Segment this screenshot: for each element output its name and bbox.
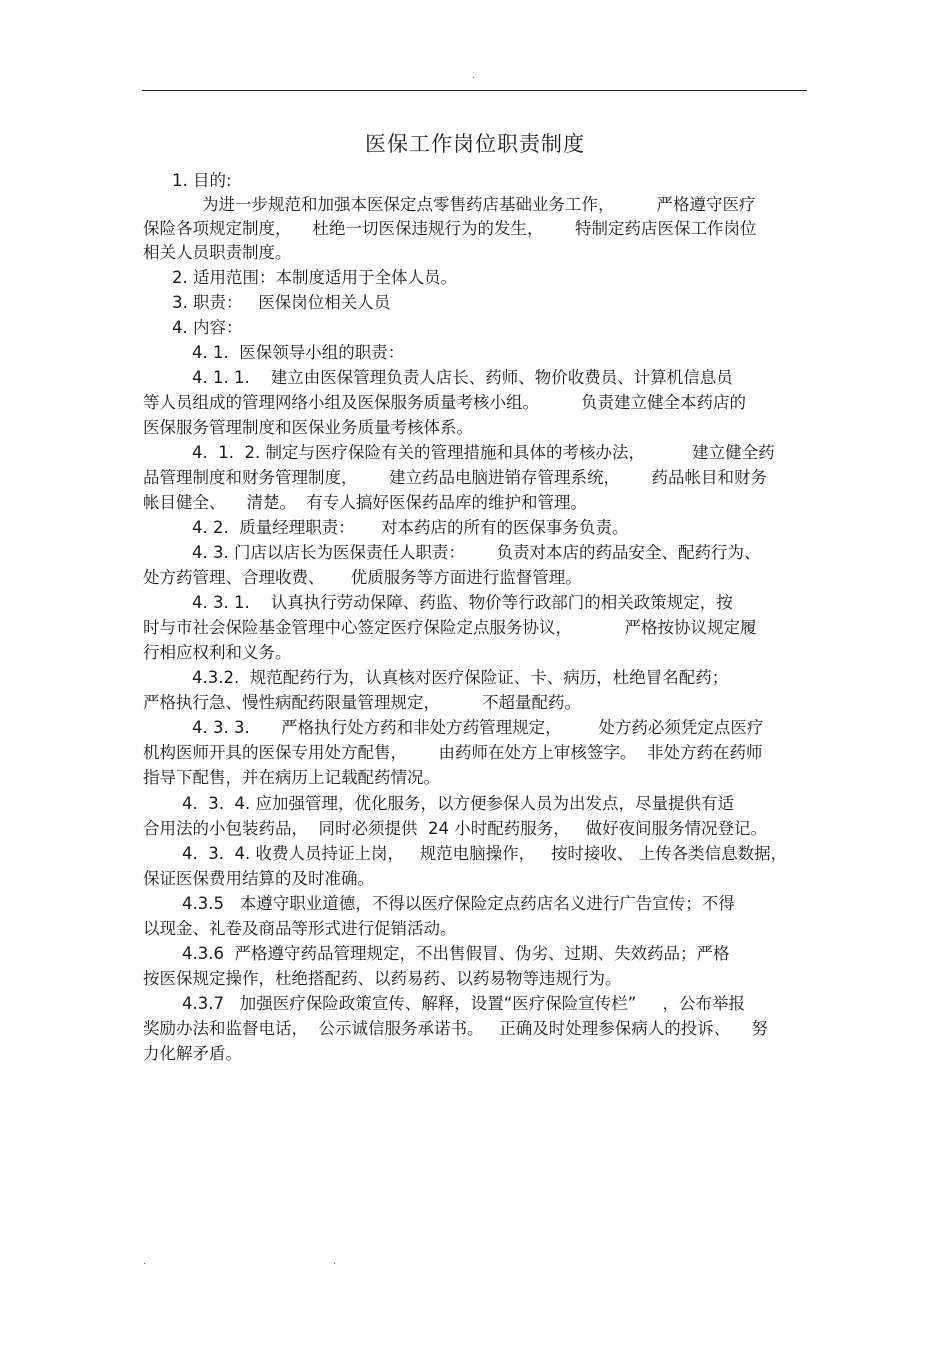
- body-line: 医保服务管理制度和医保业务质量考核体系。: [143, 418, 473, 437]
- body-line: 指导下配售，并在病历上记载配药情况。: [143, 768, 440, 787]
- section-heading-purpose: 1. 目的:: [172, 171, 232, 190]
- body-line: 等人员组成的管理网络小组及医保服务质量考核小组。 负责建立健全本药店的: [143, 393, 746, 412]
- body-line: 4.3.6 严格遵守药品管理规定，不出售假冒、伪劣、过期、失效药品；严格: [182, 944, 730, 963]
- header-rule: [142, 90, 807, 91]
- body-line: 4. 3. 4. 收费人员持证上岗， 规范电脑操作， 按时接收、 上传各类信息数据，: [182, 844, 788, 863]
- body-line: 时与市社会保险基金管理中心签定医疗保险定点服务协议， 严格按协议规定履: [143, 618, 757, 637]
- body-line: 保险各项规定制度， 杜绝一切医保违规行为的发生， 特制定药店医保工作岗位: [143, 219, 757, 238]
- section-heading-scope: 2. 适用范围：本制度适用于全体人员。: [172, 268, 457, 287]
- body-line: 品管理制度和财务管理制度， 建立药品电脑进销存管理系统， 药品帐目和财务: [143, 468, 767, 487]
- document-title: 医保工作岗位职责制度: [365, 132, 585, 156]
- body-line: 严格执行急、慢性病配药限量管理规定， 不超量配药。: [143, 693, 581, 712]
- body-line: 4. 3. 3. 严格执行处方药和非处方药管理规定， 处方药必须凭定点医疗: [192, 718, 764, 737]
- body-line: 相关人员职责制度。: [143, 243, 292, 262]
- body-line: 力化解矛盾。: [143, 1044, 242, 1063]
- body-line: 帐目健全、 清楚。 有专人搞好医保药品库的维护和管理。: [143, 493, 587, 512]
- body-line: 4.3.2. 规范配药行为，认真核对医疗保险证、卡、病历，杜绝冒名配药；: [192, 668, 729, 687]
- header-mark: .: [472, 70, 476, 81]
- body-line: 4. 3. 4. 应加强管理，优化服务，以方便参保人员为出发点，尽量提供有适: [182, 794, 734, 813]
- body-line: 合用法的小包装药品， 同时必须提供 24 小时配药服务， 做好夜间服务情况登记。: [143, 819, 767, 838]
- body-line: 4. 1. 1. 建立由医保管理负责人店长、药师、物价收费员、计算机信息员: [192, 368, 733, 387]
- body-line: 4. 3. 1. 认真执行劳动保障、药监、物价等行政部门的相关政策规定，按: [192, 593, 733, 612]
- section-heading-content: 4. 内容：: [172, 318, 243, 337]
- subsection-heading: 4. 3. 门店以店长为医保责任人职责： 负责对本店的药品安全、配药行为、: [192, 543, 761, 562]
- footer-mark-left: .: [143, 1256, 147, 1267]
- body-line: 保证医保费用结算的及时准确。: [143, 869, 374, 888]
- subsection-heading: 4. 2. 质量经理职责： 对本药店的所有的医保事务负责。: [192, 518, 629, 537]
- body-line: 4.3.7 加强医疗保险政策宣传、解释，设置“医疗保险宣传栏” ，公布举报: [182, 994, 746, 1013]
- body-line: 4.3.5 本遵守职业道德，不得以医疗保险定点药店名义进行广告宣传；不得: [182, 894, 735, 913]
- section-heading-duties: 3. 职责： 医保岗位相关人员: [172, 293, 391, 312]
- body-line: 处方药管理、合理收费、 优质服务等方面进行监督管理。: [143, 568, 582, 587]
- body-line: 奖励办法和监督电话， 公示诚信服务承诺书。 正确及时处理参保病人的投诉、 努: [143, 1019, 768, 1038]
- subsection-heading: 4. 1. 医保领导小组的职责：: [192, 343, 405, 362]
- body-line: 以现金、礼卷及商品等形式进行促销活动。: [143, 919, 457, 938]
- body-line: 为进一步规范和加强本医保定点零售药店基础业务工作， 严格遵守医疗: [202, 195, 756, 214]
- footer-mark-right: .: [333, 1256, 337, 1267]
- body-line: 机构医师开具的医保专用处方配售， 由药师在处方上审核签字。 非处方药在药师: [143, 743, 763, 762]
- body-line: 按医保规定操作，杜绝搭配药、以药易药、以药易物等违规行为。: [143, 969, 622, 988]
- body-line: 4. 1. 2. 制定与医疗保险有关的管理措施和具体的考核办法， 建立健全药: [192, 443, 775, 462]
- body-line: 行相应权利和义务。: [143, 643, 292, 662]
